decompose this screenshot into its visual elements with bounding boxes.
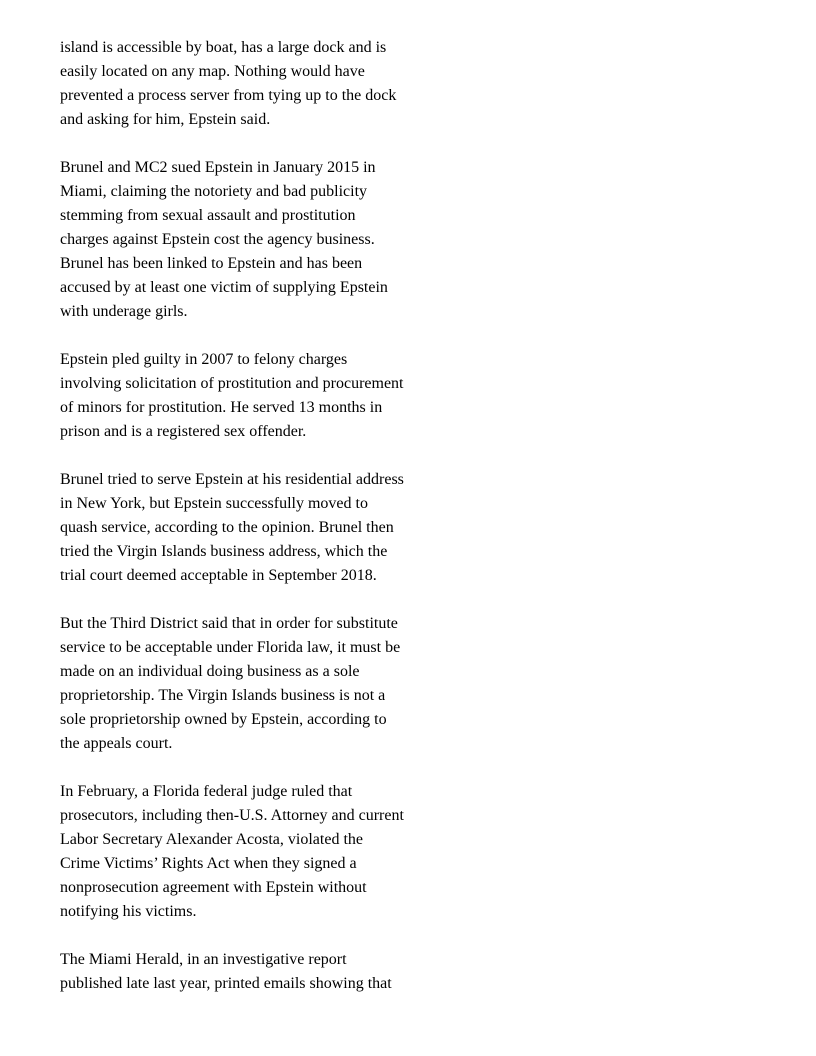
text-line: Miami, claiming the notoriety and bad publicity bbox=[60, 183, 368, 200]
text-line: and asking for him, Epstein said. bbox=[60, 111, 271, 128]
paragraph bbox=[60, 36, 440, 132]
text-line: stemming from sexual assault and prostitution bbox=[60, 207, 356, 224]
text-line: made on an individual doing business as a sole bbox=[60, 663, 360, 680]
text-line: In February, a Florida federal judge ruled that bbox=[60, 783, 353, 800]
text-line: in New York, but Epstein successfully moved to bbox=[60, 495, 368, 512]
text-line: service to be acceptable under Florida law, it must be bbox=[60, 639, 401, 656]
paragraph bbox=[60, 348, 440, 444]
text-line: island is accessible by boat, has a large dock and is bbox=[60, 39, 387, 56]
text-line: sole proprietorship owned by Epstein, according to bbox=[60, 711, 387, 728]
text-line: prevented a process server from tying up to the dock bbox=[60, 87, 397, 104]
text-line: easily located on any map. Nothing would have bbox=[60, 63, 365, 80]
paragraph bbox=[60, 948, 440, 996]
paragraph bbox=[60, 612, 440, 756]
text-line: The Miami Herald, in an investigative report bbox=[60, 951, 347, 968]
text-line: proprietorship. The Virgin Islands business is not a bbox=[60, 687, 386, 704]
text-line: trial court deemed acceptable in September 2018. bbox=[60, 567, 377, 584]
text-line: prosecutors, including then-U.S. Attorney and current bbox=[60, 807, 404, 824]
paragraph bbox=[60, 780, 440, 924]
text-line: the appeals court. bbox=[60, 735, 173, 752]
text-line: Crime Victims’ Rights Act when they signed a bbox=[60, 855, 357, 872]
text-line: Brunel has been linked to Epstein and has been bbox=[60, 255, 363, 272]
text-line: nonprosecution agreement with Epstein without bbox=[60, 879, 367, 896]
text-line: Brunel tried to serve Epstein at his residential address bbox=[60, 471, 404, 488]
text-line: accused by at least one victim of supplying Epstein bbox=[60, 279, 388, 296]
text-line: of minors for prostitution. He served 13 months in bbox=[60, 399, 383, 416]
text-line: Labor Secretary Alexander Acosta, violated the bbox=[60, 831, 363, 848]
text-line: notifying his victims. bbox=[60, 903, 197, 920]
paragraph bbox=[60, 468, 440, 588]
text-line: involving solicitation of prostitution and procurement bbox=[60, 375, 404, 392]
text-line: charges against Epstein cost the agency business. bbox=[60, 231, 375, 248]
text-line: with underage girls. bbox=[60, 303, 188, 320]
text-line: But the Third District said that in order for substitute bbox=[60, 615, 398, 632]
text-line: prison and is a registered sex offender. bbox=[60, 423, 307, 440]
text-line: published late last year, printed emails showing that bbox=[60, 975, 392, 992]
text-line: quash service, according to the opinion. Brunel then bbox=[60, 519, 394, 536]
text-line: tried the Virgin Islands business address, which the bbox=[60, 543, 388, 560]
text-line: Epstein pled guilty in 2007 to felony charges bbox=[60, 351, 348, 368]
document-body bbox=[60, 36, 440, 1020]
text-line: Brunel and MC2 sued Epstein in January 2015 in bbox=[60, 159, 376, 176]
paragraph bbox=[60, 156, 440, 324]
